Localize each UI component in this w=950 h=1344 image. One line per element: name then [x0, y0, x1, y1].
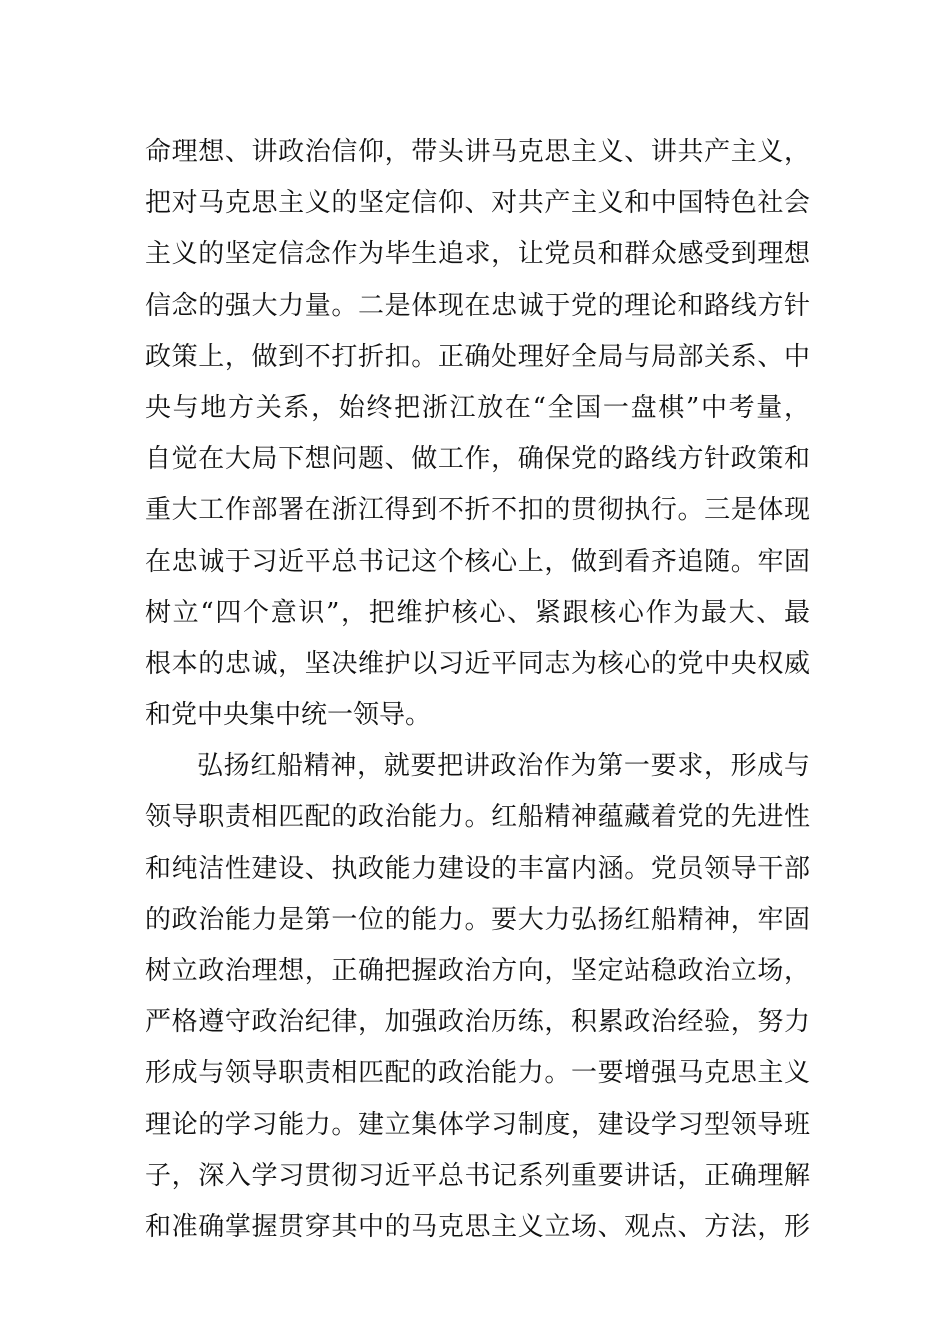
paragraph	[145, 127, 810, 741]
text-line: 领导职责相匹配的政治能力。红船精神蕴藏着党的先进性	[145, 802, 810, 833]
text-line: 根本的忠诚，坚决维护以习近平同志为核心的党中央权威	[145, 648, 810, 679]
text-line: 弘扬红船精神，就要把讲政治作为第一要求，形成与	[197, 751, 810, 782]
text-line: 的政治能力是第一位的能力。要大力弘扬红船精神，牢固	[145, 904, 810, 935]
text-line: 和准确掌握贯穿其中的马克思主义立场、观点、方法，形	[145, 1211, 810, 1242]
text-line: 树立政治理想，正确把握政治方向，坚定站稳政治立场，	[145, 956, 810, 986]
text-line: 和纯洁性建设、执政能力建设的丰富内涵。党员领导干部	[145, 853, 810, 884]
text-line: 政策上，做到不打折扣。正确处理好全局与局部关系、中	[145, 341, 810, 372]
text-line: 严格遵守政治纪律，加强政治历练，积累政治经验，努力	[145, 1007, 810, 1038]
text-line: 理论的学习能力。建立集体学习制度，建设学习型领导班	[145, 1109, 810, 1140]
text-line: 重大工作部署在浙江得到不折不扣的贯彻执行。三是体现	[145, 495, 810, 526]
text-line: 主义的坚定信念作为毕生追求，让党员和群众感受到理想	[145, 239, 810, 270]
text-line: 信念的强大力量。二是体现在忠诚于党的理论和路线方针	[145, 290, 810, 321]
text-line: 把对马克思主义的坚定信仰、对共产主义和中国特色社会	[145, 188, 810, 219]
paragraph	[145, 741, 810, 1253]
text-line: 在忠诚于习近平总书记这个核心上，做到看齐追随。牢固	[145, 546, 810, 577]
text-line: 树立“四个意识”，把维护核心、紧跟核心作为最大、最	[145, 597, 810, 628]
text-line: 命理想、讲政治信仰，带头讲马克思主义、讲共产主义，	[145, 137, 810, 167]
body-text	[145, 127, 810, 1253]
text-line: 和党中央集中统一领导。	[145, 700, 432, 731]
text-line: 自觉在大局下想问题、做工作，确保党的路线方针政策和	[145, 444, 810, 475]
text-line: 央与地方关系，始终把浙江放在“全国一盘棋”中考量，	[145, 392, 810, 423]
text-line: 形成与领导职责相匹配的政治能力。一要增强马克思主义	[145, 1058, 810, 1089]
text-line: 子，深入学习贯彻习近平总书记系列重要讲话，正确理解	[145, 1160, 810, 1191]
